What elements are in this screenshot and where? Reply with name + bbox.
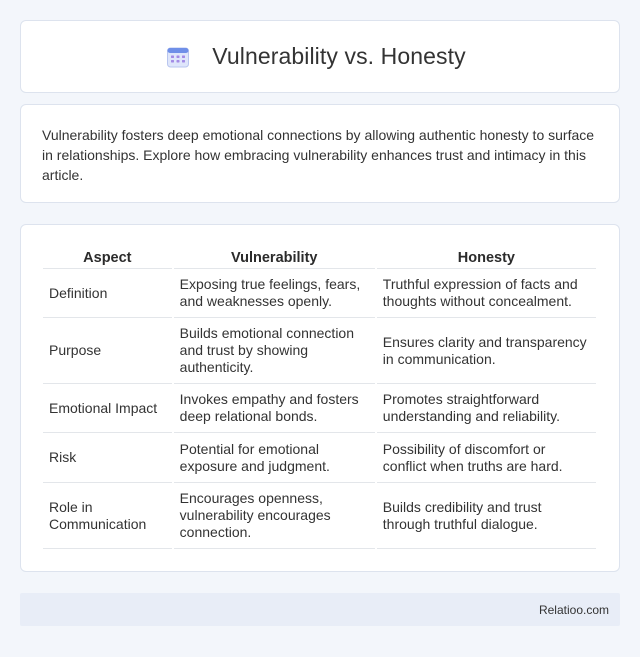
header-card (20, 20, 620, 93)
cell-aspect: Risk (43, 433, 172, 483)
cell-honesty: Possibility of discomfort or conflict when truths are hard. (377, 433, 596, 483)
cell-honesty: Builds credibility and trust through truthful dialogue. (377, 483, 596, 549)
table-row (43, 318, 596, 384)
cell-vulnerability: Builds emotional connection and trust by showing authenticity. (174, 318, 375, 384)
calendar-icon (166, 45, 190, 69)
cell-honesty: Truthful expression of facts and thoughts without concealment. (377, 269, 596, 318)
cell-vulnerability: Encourages openness, vulnerability encourages connection. (174, 483, 375, 549)
page-title: Vulnerability vs. Honesty (212, 43, 466, 69)
cell-aspect: Definition (43, 269, 172, 318)
header-honesty: Honesty (377, 245, 596, 269)
table-row (43, 433, 596, 483)
cell-honesty: Promotes straightforward understanding and reliability. (377, 384, 596, 433)
footer-site-link[interactable]: Relatioo.com (538, 602, 609, 617)
header-vulnerability: Vulnerability (174, 245, 375, 269)
cell-honesty: Ensures clarity and transparency in communication. (377, 318, 596, 384)
cell-aspect: Emotional Impact (43, 384, 172, 433)
cell-aspect: Purpose (43, 318, 172, 384)
comparison-table (41, 245, 598, 549)
table-row (43, 483, 596, 549)
intro-card (20, 104, 620, 203)
title-wrap (166, 43, 465, 70)
cell-vulnerability: Exposing true feelings, fears, and weaknesses openly. (174, 269, 375, 318)
table-header-row (43, 245, 596, 269)
table-row (43, 269, 596, 318)
header-aspect: Aspect (43, 245, 172, 269)
table-row (43, 384, 596, 433)
intro-text: Vulnerability fosters deep emotional connections by allowing authentic honesty to surface in relationships. Explore how embracing vulnerability enhances trust and intimacy in this article. (42, 127, 595, 183)
cell-aspect: Role in Communication (43, 483, 172, 549)
cell-vulnerability: Potential for emotional exposure and judgment. (174, 433, 375, 483)
comparison-table-card (20, 224, 620, 572)
footer-bar (20, 593, 620, 626)
cell-vulnerability: Invokes empathy and fosters deep relational bonds. (174, 384, 375, 433)
